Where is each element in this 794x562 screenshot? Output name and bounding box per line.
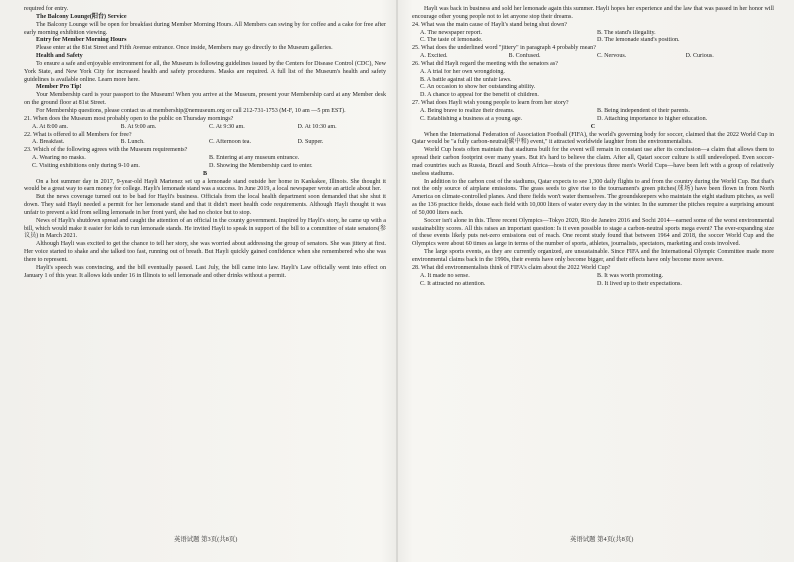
answer-option[interactable]: D. Attaching importance to higher education.	[597, 115, 708, 122]
question-22	[24, 132, 386, 148]
section-body: Please enter at the 81st Street and Fifth Avenue entrance. Once inside, Members may go directly to the Museum galleries.	[36, 45, 333, 52]
page-fold	[396, 0, 398, 562]
answer-option[interactable]: C. Establishing a business at a young age.	[420, 115, 523, 122]
question-21	[24, 116, 386, 132]
passage-paragraph: Soccer isn't alone in this. Three recent Olympics—Tokyo 2020, Rio de Janeiro 2016 and Sochi 2014—earned some of the worst environmental sustainability scores. All this raises an important question: Is it even possible to stage a carbon-neutral sports mega event? The ever-expanding size of these events likely puts net-zero emissions out of reach. One recent study found that between 1964 and 2018, the soccer World Cup and the Olympics were about 60 times as large in terms of the number of sports, athletes, journalists, spectators, marketing and costs involved.	[412, 217, 774, 248]
question-stem: 27. What does Hayli wish young people to learn from her story?	[412, 100, 569, 107]
question-stem: 23. Which of the following agrees with the Museum requirements?	[24, 147, 188, 154]
left-page	[24, 6, 386, 281]
left-footer: 英语试题 第3页(共8页)	[174, 536, 238, 543]
right-footer: 英语试题 第4页(共8页)	[570, 536, 634, 543]
answer-options	[420, 273, 774, 289]
contact-text: For Membership questions, please contact us at membership@nemuseum.org or call 212-731-1753 (M-F, 10 am —5 pm EST).	[36, 107, 346, 114]
question-24	[412, 22, 774, 46]
question-25	[412, 45, 774, 61]
question-28-body	[412, 265, 774, 289]
answer-option[interactable]: C. Nervous.	[597, 53, 627, 60]
answer-option[interactable]: B. Entering at any museum entrance.	[209, 155, 300, 162]
question-stem: 24. What was the main cause of Hayli's stand being shut down?	[412, 21, 567, 28]
answer-option[interactable]: A. At 8:00 am.	[32, 123, 69, 130]
answer-option[interactable]: C. An occasion to show her outstanding ability.	[420, 84, 536, 91]
answer-option[interactable]: D. Supper.	[297, 139, 324, 146]
answer-options	[32, 155, 386, 171]
answer-option[interactable]: A. Wearing no masks.	[32, 155, 86, 162]
question-stem: 26. What did Hayli regard the meeting with the senators as?	[412, 60, 558, 67]
answer-option[interactable]: B. The stand's illegality.	[597, 29, 656, 36]
question-23	[24, 147, 386, 171]
passage-paragraph: On a hot summer day in 2017, 9-year-old Hayli Martenez set up a lemonade stand outside her home in Kankakee, Illinois. She thought it would be a great way to earn money for college. Hayli's lemonade stand was a success. In June 2019, a local newspaper wrote an article about her.	[24, 178, 386, 193]
answer-option[interactable]: C. The taste of lemonade.	[420, 37, 483, 44]
section-body: To ensure a safe and enjoyable environment for all, the Museum is following guidelines issued by the Centers for Disease Control (CDC), New York State, and New York City for increased health and safety procedures. Masks are required. A full list of the Museum's health and safety guidelines is available online. Learn more here.	[24, 60, 386, 83]
museum-sections	[24, 14, 386, 108]
question-stem: 22. What is offered to all Members for free?	[24, 131, 132, 138]
answer-option[interactable]: D. The lemonade stand's position.	[597, 37, 680, 44]
answer-option[interactable]: B. Lunch.	[120, 139, 145, 146]
answer-options	[420, 108, 774, 124]
answer-options	[420, 69, 774, 100]
section-heading: Member Pro Tip!	[36, 84, 82, 91]
section-heading: Health and Safety	[36, 53, 83, 60]
intro-line: required for entry.	[24, 6, 69, 12]
passage-paragraph: World Cup hosts often maintain that stadiums built for the event will remain in constant use after its conclusion—a claim that allows them to spread their carbon footprint over many years. But it's hard to believe the claim. After all, Qatari soccer culture is still undeveloped. Even soccer-mad countries such as Russia, Brazil and South Africa—hosts of the previous three men's World Cups—have been left with a group of relatively useless stadiums.	[412, 147, 774, 177]
answer-option[interactable]: A. Being brave to realize their dreams.	[420, 107, 515, 114]
questions-24-27	[412, 22, 774, 124]
answer-option[interactable]: B. Being independent of their parents.	[597, 107, 690, 114]
right-page	[412, 6, 774, 288]
passage-b	[24, 179, 386, 281]
question-27	[412, 100, 774, 124]
answer-option[interactable]: A. It made no sense.	[420, 272, 470, 279]
answer-option[interactable]: D. Curious.	[685, 53, 714, 60]
passage-paragraph: News of Hayli's shutdown spread and caught the attention of an official in the county government. Inspired by Hayli's story, he came up with a bill, which would make it easier for kids to run lemonade stands. He invited Hayli to speak in support of the bill to a committee of state senators(参议员) in March 2021.	[24, 217, 386, 240]
question-26	[412, 61, 774, 100]
passage-paragraph: But the news coverage turned out to be bad for Hayli's business. Officials from the local health department soon demanded that she shut it down. They said Hayli needed a permit for her lemonade stand and that it didn't meet health code requirements. Although Hayli thought it was unfair to prevent a kid from selling lemonade in her front yard, she had no choice but to stop.	[24, 194, 386, 216]
answer-options	[32, 139, 386, 147]
answer-option[interactable]: D. It lived up to their expectations.	[597, 280, 682, 287]
section-heading: The Balcony Lounge(阳台) Service	[36, 13, 127, 20]
passage-paragraph: The large sports events, as they are currently organized, are unsustainable. Since FIFA and the International Olympic Committee made more environmental claims back in the 1990s, their events have only become bigger, and their effects have only become more severe.	[412, 249, 774, 263]
answer-option[interactable]: C. Visiting exhibitions only during 9-10 am.	[32, 162, 140, 169]
passage-paragraph: Hayli's speech was convincing, and the bill eventually passed. Last July, the bill came into law. Hayli's Law officially went into effect on January 1 of this year. It allows kids under 16 in Illinois to sell lemonade and other drinks without a permit.	[24, 264, 386, 279]
answer-option[interactable]: A. Breakfast.	[32, 139, 65, 146]
passage-c-title: C	[590, 123, 596, 130]
section-body: The Balcony Lounge will be open for breakfast during Member Morning Hours. All Members can swing by for coffee and a cake for free after early morning exhibition viewing.	[24, 21, 386, 36]
question-28	[412, 265, 774, 289]
question-stem: 25. What does the underlined word "jittery" in paragraph 4 probably mean?	[412, 45, 596, 52]
answer-option[interactable]: C. Afternoon tea.	[209, 139, 251, 146]
question-stem: 21. When does the Museum most probably open to the public on Thursday mornings?	[24, 115, 234, 122]
answer-options	[420, 53, 774, 61]
answer-option[interactable]: A. The newspaper report.	[420, 29, 482, 36]
answer-option[interactable]: D. A chance to appeal for the benefit of children.	[420, 92, 539, 99]
answer-option[interactable]: D. Showing the Membership card to enter.	[209, 162, 313, 169]
questions-21-23	[24, 116, 386, 171]
answer-option[interactable]: A. A trial for her own wrongdoing.	[420, 68, 505, 75]
answer-options	[32, 124, 386, 132]
answer-option[interactable]: B. It was worth promoting.	[597, 272, 664, 279]
passage-c	[412, 132, 774, 265]
answer-option[interactable]: B. At 9:00 am.	[120, 123, 157, 130]
answer-option[interactable]: C. At 9:30 am.	[209, 123, 245, 130]
passage-paragraph: When the International Federation of Association Football (FIFA), the world's governing body for soccer, claimed that the 2022 World Cup in Qatar would be "a fully carbon-neutral(碳中和) event," it attracted worldwide laughter from the environmentalists.	[412, 131, 774, 146]
answer-options	[420, 30, 774, 46]
section-heading: Entry for Member Morning Hours	[36, 37, 127, 44]
answer-option[interactable]: D. At 10:30 am.	[297, 123, 337, 130]
answer-option[interactable]: B. Confused.	[508, 53, 541, 60]
answer-option[interactable]: C. It attracted no attention.	[420, 280, 486, 287]
passage-paragraph: Although Hayli was excited to get the chance to tell her story, she was worried about addressing the group of senators. She was jittery at first. Her voice started to shake and she talked too fast, running out of breath. But Hayli quickly gained confidence when she remembered who she was there to represent.	[24, 241, 386, 263]
section-body: Your Membership card is your passport to the Museum! When you arrive at the Museum, present your Membership card at any Member desk on the ground floor at 81st Street.	[24, 92, 386, 107]
answer-option[interactable]: A. Excited.	[420, 53, 448, 60]
answer-option[interactable]: B. A battle against all the unfair laws.	[420, 76, 512, 83]
passage-b-end: Hayli was back in business and sold her lemonade again this summer. Hayli hopes her experience and the law that was passed in her honor will encourage other young people not to let anyone stop their dreams.	[412, 6, 774, 20]
question-stem: 28. What did environmentalists think of FIFA's claim about the 2022 World Cup?	[412, 264, 611, 271]
passage-paragraph: In addition to the carbon cost of the stadiums, Qatar expects to see 1,300 daily flights to and from the country during the World Cup. But that's not the only source of airplane emissions. The grass seeds to give rise to the tournament's green pitches(球场) have been flown in from North America on climate-controlled planes. And there fields won't water themselves. The groundskeepers who maintain the eight stadium pitches, as well as the 136 practice fields, douse each field with 10,000 liters of water every day in the winter. In the summer the pitches require a surprising amount of 50,000 liters each.	[412, 178, 774, 216]
passage-b-title: B	[202, 170, 208, 177]
